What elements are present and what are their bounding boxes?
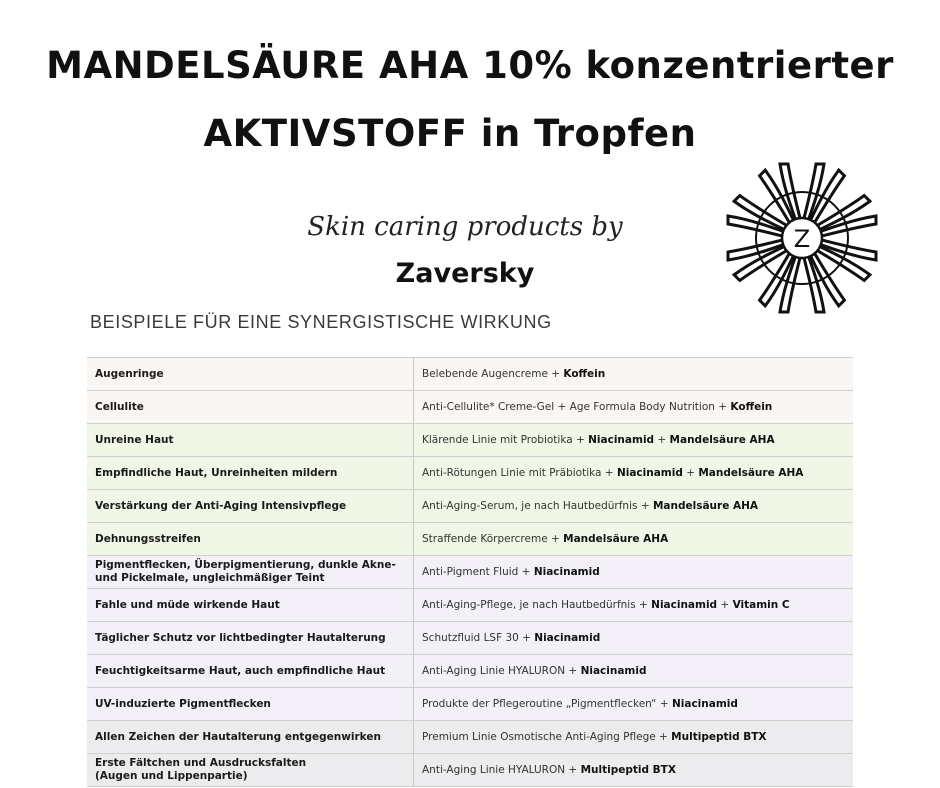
active-ingredient: Koffein [563,367,606,380]
product-cell [414,754,854,787]
product-cell [414,589,854,622]
page-title-line-2: AKTIVSTOFF in Tropfen [203,112,697,155]
active-ingredient: Niacinamid [533,565,600,578]
table-row [87,358,853,391]
table-row [87,391,853,424]
active-ingredient: Niacinamid [588,433,655,446]
active-ingredient: Mandelsäure AHA [669,433,775,446]
table-row [87,589,853,622]
condition-text: Feuchtigkeitsarme Haut, auch empfindliche Haut [95,664,386,677]
condition-text: Dehnungsstreifen [95,532,201,545]
condition-text: Verstärkung der Anti-Aging Intensivpflege [95,499,347,512]
active-ingredient: Mandelsäure AHA [563,532,669,545]
product-text: Anti-Aging-Serum, je nach Hautbedürfnis + [422,499,653,512]
condition-text: Cellulite [95,400,144,413]
condition-cell [87,589,414,622]
condition-cell [87,622,414,655]
condition-text: Allen Zeichen der Hautalterung entgegenwirken [95,730,381,743]
table-row [87,688,853,721]
logo-letter: Z [793,225,811,253]
product-text: Premium Linie Osmotische Anti-Aging Pflege + [422,730,672,743]
condition-cell [87,457,414,490]
condition-text: Empfindliche Haut, Unreinheiten mildern [95,466,338,479]
product-cell [414,424,854,457]
condition-text: Erste Fältchen und Ausdrucksfalten [95,757,307,769]
condition-cell [87,721,414,754]
condition-cell [87,391,414,424]
section-heading: BEISPIELE FÜR EINE SYNERGISTISCHE WIRKUNG [90,312,552,332]
product-text: Anti-Aging-Pflege, je nach Hautbedürfnis + [422,598,652,611]
product-text: Belebende Augencreme + [422,367,564,380]
table-row [87,655,853,688]
table-row [87,622,853,655]
table-row [87,523,853,556]
active-ingredient: Mandelsäure AHA [652,499,759,512]
product-cell [414,523,854,556]
condition-cell [87,424,414,457]
condition-cell [87,523,414,556]
product-cell [414,655,854,688]
condition-text: (Augen und Lippenpartie) [95,770,248,782]
product-cell [414,358,854,391]
table-row [87,556,853,589]
product-cell [414,622,854,655]
active-ingredient: Niacinamid [651,598,718,611]
product-text: Anti-Aging Linie HYALURON + [422,664,581,677]
condition-cell [87,655,414,688]
active-ingredient: Koffein [730,400,773,413]
condition-text: UV-induzierte Pigmentflecken [95,697,271,710]
table-row [87,754,853,787]
condition-cell [87,358,414,391]
active-ingredient: Multipeptid BTX [580,763,676,776]
table-row [87,490,853,523]
product-cell [414,688,854,721]
condition-text: Augenringe [95,367,164,380]
zaversky-logo-icon [724,160,880,316]
condition-cell [87,688,414,721]
condition-text: Pigmentflecken, Überpigmentierung, dunkle Akne- und Pickelmale, ungleichmäßiger Teint [95,559,396,584]
product-text: Schutzfluid LSF 30 + [422,631,535,644]
condition-cell [87,556,414,589]
active-ingredient: Multipeptid BTX [671,730,767,743]
active-ingredient: Niacinamid [534,631,601,644]
table-row [87,457,853,490]
condition-text: Unreine Haut [95,433,174,446]
table-row [87,424,853,457]
product-text: Straffende Körpercreme + [422,532,564,545]
product-cell [414,490,854,523]
synergy-table [87,357,853,787]
brand-name: Zaversky [395,258,535,289]
separator-text: + [654,433,670,446]
active-ingredient: Vitamin C [732,598,790,611]
product-cell [414,721,854,754]
product-cell [414,391,854,424]
active-ingredient: Mandelsäure AHA [698,466,804,479]
product-text: Anti-Aging Linie HYALURON + [422,763,581,776]
condition-text: Täglicher Schutz vor lichtbedingter Hautalterung [95,631,386,644]
condition-text: Fahle und müde wirkende Haut [95,598,280,611]
condition-cell [87,754,414,787]
condition-cell [87,490,414,523]
tagline: Skin caring products by [307,212,623,242]
separator-text: + [682,466,699,479]
active-ingredient: Niacinamid [616,466,683,479]
page-title-line-1: MANDELSÄURE AHA 10% konzentrierter [46,44,894,87]
product-text: Anti-Rötungen Linie mit Präbiotika + [422,466,617,479]
product-text: Anti-Cellulite* Creme-Gel + Age Formula Body Nutrition + [422,400,731,413]
active-ingredient: Niacinamid [580,664,647,677]
separator-text: + [717,598,733,611]
active-ingredient: Niacinamid [671,697,738,710]
product-text: Anti-Pigment Fluid + [422,565,534,578]
table-row [87,721,853,754]
product-cell [414,556,854,589]
product-text: Klärende Linie mit Probiotika + [422,433,589,446]
product-cell [414,457,854,490]
product-text: Produkte der Pflegeroutine „Pigmentflecken“ + [422,697,672,710]
